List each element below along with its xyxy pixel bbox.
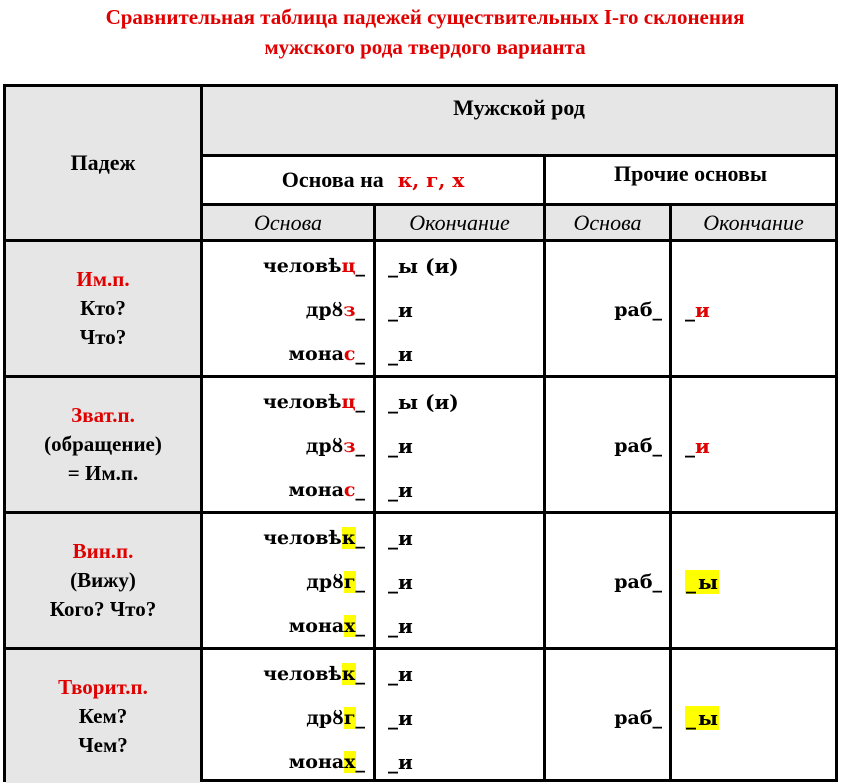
- subheader-ending-2-label: Окончание: [703, 209, 804, 235]
- ending-text: _и: [388, 614, 413, 638]
- case-question-2: Что?: [79, 325, 127, 349]
- stem-final-letter: з: [343, 299, 356, 321]
- case-cell: [6, 242, 200, 375]
- other-ending: [685, 560, 805, 604]
- stem-word: [203, 560, 365, 604]
- other-stem: [546, 288, 662, 332]
- other-ending-dash: _: [685, 434, 695, 458]
- stem-text: [306, 707, 365, 729]
- stem-text: [306, 299, 365, 321]
- stem-final-letter: с: [343, 343, 356, 365]
- grid-line: [6, 647, 835, 650]
- header-group-other: [546, 157, 835, 203]
- ending-word: [388, 652, 538, 696]
- stem-final-letter: к: [341, 663, 356, 685]
- grid-line: [373, 203, 376, 779]
- stem-base: человѣ: [263, 527, 342, 549]
- stem-word: [203, 516, 365, 560]
- stem-text: [263, 527, 365, 549]
- stem-word: [203, 288, 365, 332]
- grid-line: [6, 511, 835, 514]
- group-kgh-prefix: Основа на: [281, 167, 384, 192]
- other-ending-dash: _: [686, 706, 696, 730]
- ending-text: _и: [388, 706, 413, 730]
- stem-text: [289, 615, 365, 637]
- other-ending: [685, 288, 805, 332]
- ending-text: _и: [388, 298, 413, 322]
- other-ending-letter: ы: [698, 570, 719, 594]
- case-question-1: Кто?: [80, 296, 126, 320]
- stem-text: [263, 255, 365, 277]
- grid-line: [203, 203, 835, 206]
- grid-line: [669, 203, 672, 779]
- other-stem: [546, 424, 662, 468]
- other-stem-text: раб_: [614, 435, 662, 457]
- page-title: [0, 2, 850, 62]
- stem-base: дрȣ: [305, 299, 344, 321]
- case-question-1: (Вижу): [70, 568, 136, 592]
- ending-text: _ы (и): [388, 390, 459, 414]
- ending-word: [388, 696, 538, 740]
- stem-dash: _: [355, 527, 365, 549]
- other-stem-text: раб_: [614, 707, 662, 729]
- group-other-label: Прочие основы: [613, 161, 768, 186]
- subheader-ending-1: [376, 206, 543, 239]
- stem-word: [203, 652, 365, 696]
- stem-final-letter: х: [344, 751, 356, 773]
- case-cell: [6, 514, 200, 647]
- stem-final-letter: г: [343, 707, 356, 729]
- stem-text: [263, 391, 365, 413]
- ending-word: [388, 604, 538, 648]
- grid-line: [543, 154, 546, 779]
- other-ending-dash: _: [686, 570, 696, 594]
- stem-dash: _: [355, 479, 365, 501]
- case-question-1: (обращение): [44, 432, 162, 456]
- stem-base: мона: [288, 343, 344, 365]
- subheader-stem-1-label: Основа: [254, 209, 322, 235]
- ending-text: _и: [388, 434, 413, 458]
- stem-dash: _: [355, 707, 365, 729]
- other-ending: [685, 424, 805, 468]
- stem-word: [203, 244, 365, 288]
- stem-final-letter: з: [343, 435, 356, 457]
- ending-text: _ы (и): [388, 254, 459, 278]
- ending-word: [388, 288, 538, 332]
- ending-text: _и: [388, 662, 413, 686]
- case-name: Вин.п.: [72, 539, 134, 563]
- subheader-stem-1: [203, 206, 373, 239]
- case-question-2: Чем?: [78, 733, 128, 757]
- ending-word: [388, 516, 538, 560]
- header-group-kgh: [203, 157, 543, 203]
- other-stem: [546, 560, 662, 604]
- stem-base: человѣ: [263, 663, 342, 685]
- stem-word: [203, 740, 365, 784]
- grid-line: [200, 87, 203, 779]
- stem-base: мона: [288, 615, 345, 637]
- case-question-1: Кем?: [78, 704, 128, 728]
- case-question-2: Кого? Что?: [49, 597, 157, 621]
- case-name: Зват.п.: [71, 403, 135, 427]
- stem-final-letter: к: [341, 527, 356, 549]
- stem-final-letter: х: [344, 615, 356, 637]
- case-question-2: = Им.п.: [67, 461, 139, 485]
- other-stem-text: раб_: [614, 299, 662, 321]
- other-ending-dash: _: [685, 298, 695, 322]
- case-name: Им.п.: [76, 267, 130, 291]
- stem-base: дрȣ: [305, 435, 344, 457]
- ending-word: [388, 380, 538, 424]
- stem-base: человѣ: [262, 255, 342, 277]
- case-cell: [6, 650, 200, 783]
- stem-base: дрȣ: [306, 707, 344, 729]
- ending-word: [388, 468, 538, 512]
- ending-word: [388, 244, 538, 288]
- stem-word: [203, 332, 365, 376]
- stem-word: [203, 604, 365, 648]
- subheader-ending-1-label: Окончание: [409, 209, 510, 235]
- title-line-2: мужского рода твердого варианта: [264, 35, 586, 59]
- stem-base: мона: [288, 751, 345, 773]
- title-line-1: Сравнительная таблица падежей существительных I-го склонения: [105, 5, 745, 29]
- grid-line: [6, 375, 835, 378]
- stem-dash: _: [355, 435, 365, 457]
- ending-word: [388, 332, 538, 376]
- grid-line: [6, 239, 835, 242]
- declension-table: [3, 84, 838, 782]
- other-stem-text: раб_: [614, 571, 662, 593]
- stem-text: [289, 479, 365, 501]
- stem-base: мона: [288, 479, 344, 501]
- stem-text: [306, 571, 365, 593]
- group-kgh-letters: к, г, х: [397, 168, 465, 192]
- ending-word: [388, 740, 538, 784]
- header-case-label: Падеж: [70, 150, 136, 175]
- stem-final-letter: ц: [341, 391, 356, 413]
- stem-text: [289, 751, 365, 773]
- subheader-stem-2: [546, 206, 669, 239]
- stem-final-letter: г: [343, 571, 356, 593]
- ending-text: _и: [388, 478, 413, 502]
- stem-word: [203, 696, 365, 740]
- stem-base: человѣ: [262, 391, 342, 413]
- stem-dash: _: [355, 255, 365, 277]
- case-name: Творит.п.: [58, 675, 148, 699]
- stem-dash: _: [355, 391, 365, 413]
- stem-word: [203, 380, 365, 424]
- stem-dash: _: [355, 615, 365, 637]
- stem-base: дрȣ: [306, 571, 344, 593]
- header-gender-cell: [203, 87, 835, 154]
- stem-word: [203, 424, 365, 468]
- case-cell: [6, 378, 200, 511]
- stem-dash: _: [355, 571, 365, 593]
- subheader-ending-2: [672, 206, 835, 239]
- stem-dash: _: [355, 299, 365, 321]
- stem-text: [289, 343, 365, 365]
- grid-line: [203, 154, 835, 157]
- stem-final-letter: ц: [341, 255, 356, 277]
- stem-text: [263, 663, 365, 685]
- other-stem: [546, 696, 662, 740]
- stem-text: [306, 435, 365, 457]
- ending-text: _и: [388, 342, 413, 366]
- other-ending-letter: и: [695, 434, 710, 458]
- ending-text: _и: [388, 750, 413, 774]
- header-case-cell: [6, 87, 200, 239]
- other-ending-letter: ы: [698, 706, 719, 730]
- ending-text: _и: [388, 526, 413, 550]
- other-ending-letter: и: [695, 298, 710, 322]
- stem-dash: _: [355, 663, 365, 685]
- stem-word: [203, 468, 365, 512]
- ending-word: [388, 560, 538, 604]
- stem-dash: _: [355, 343, 365, 365]
- header-gender-label: Мужской род: [453, 95, 585, 120]
- stem-final-letter: с: [343, 479, 356, 501]
- other-ending: [685, 696, 805, 740]
- ending-text: _и: [388, 570, 413, 594]
- stem-dash: _: [355, 751, 365, 773]
- subheader-stem-2-label: Основа: [573, 209, 642, 235]
- ending-word: [388, 424, 538, 468]
